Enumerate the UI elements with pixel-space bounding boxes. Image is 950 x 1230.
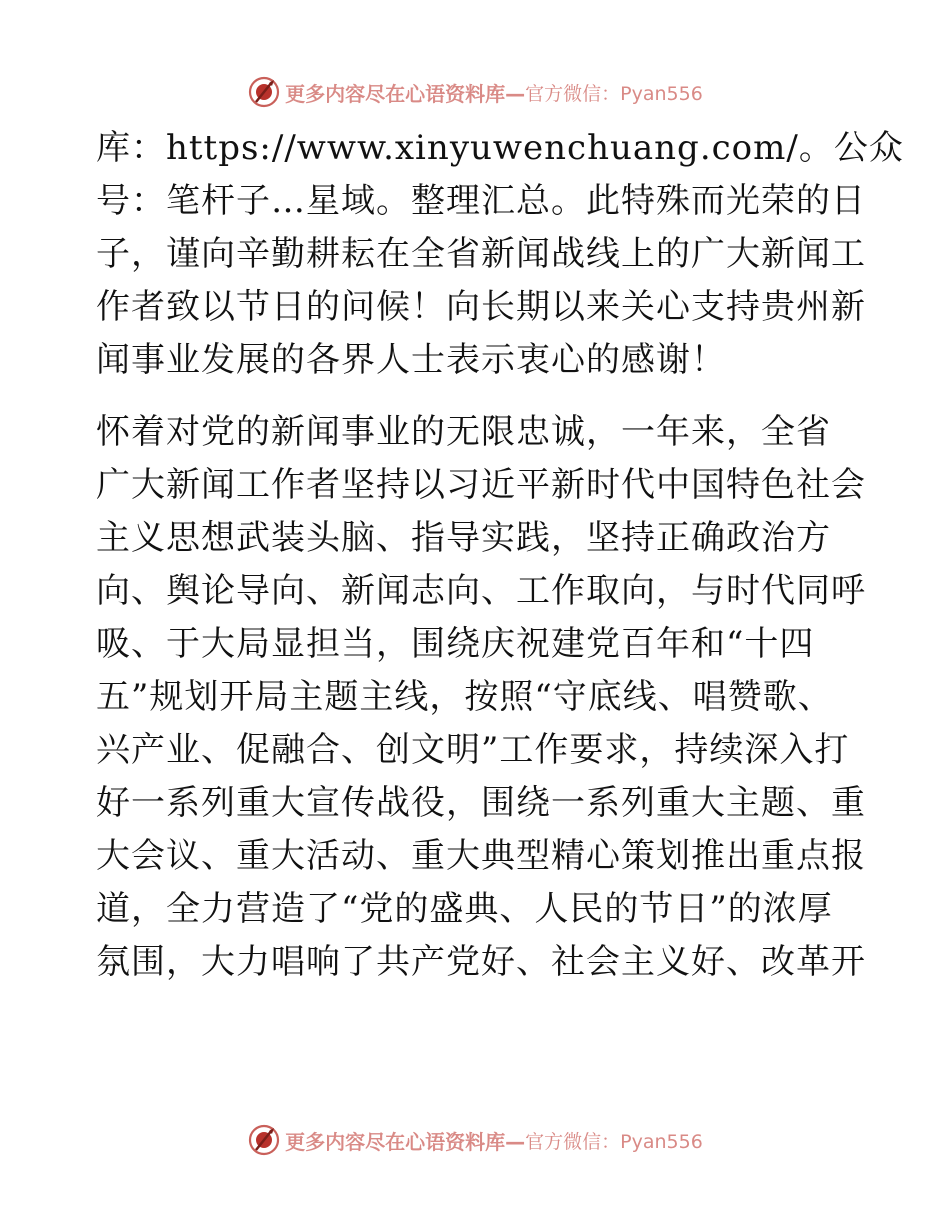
paragraph xyxy=(96,122,904,387)
banner-wechat-text: 官方微信：Pyan556 xyxy=(525,82,703,105)
banner-main-text: 更多内容尽在心语资料库— xyxy=(285,81,526,106)
text-line: 主义思想武装头脑、指导实践，坚持正确政治方 xyxy=(96,518,831,558)
document-body xyxy=(96,122,904,989)
text-line: 大会议、重大活动、重大典型精心策划推出重点报 xyxy=(96,836,866,876)
banner-wechat-text: 官方微信：Pyan556 xyxy=(525,1130,703,1153)
text-line: 库：https://www.xinyuwenchuang.com/。公众 xyxy=(96,128,904,168)
text-line: 怀着对党的新闻事业的无限忠诚，一年来，全省 xyxy=(96,412,831,452)
pen-logo-icon xyxy=(247,1123,281,1157)
text-line: 作者致以节日的问候！向长期以来关心支持贵州新 xyxy=(96,287,866,327)
text-line: 子，谨向辛勤耕耘在全省新闻战线上的广大新闻工 xyxy=(96,234,866,274)
text-line: 号：笔杆子…星域。整理汇总。此特殊而光荣的日 xyxy=(96,181,866,221)
footer-banner xyxy=(0,1120,950,1160)
pen-logo-icon xyxy=(247,75,281,109)
text-line: 五”规划开局主题主线，按照“守底线、唱赞歌、 xyxy=(96,677,833,717)
paragraph xyxy=(96,406,866,989)
text-line: 氛围，大力唱响了共产党好、社会主义好、改革开 xyxy=(96,942,866,982)
banner-main-text: 更多内容尽在心语资料库— xyxy=(285,1129,526,1154)
text-line: 好一系列重大宣传战役，围绕一系列重大主题、重 xyxy=(96,783,866,823)
text-line: 吸、于大局显担当，围绕庆祝建党百年和“十四 xyxy=(96,624,815,664)
text-line: 向、舆论导向、新闻志向、工作取向，与时代同呼 xyxy=(96,571,866,611)
text-line: 道，全力营造了“党的盛典、人民的节日”的浓厚 xyxy=(96,889,833,929)
text-line: 广大新闻工作者坚持以习近平新时代中国特色社会 xyxy=(96,465,866,505)
text-line: 兴产业、促融合、创文明”工作要求，持续深入打 xyxy=(96,730,850,770)
header-banner xyxy=(0,72,950,112)
text-line: 闻事业发展的各界人士表示衷心的感谢！ xyxy=(96,340,726,380)
